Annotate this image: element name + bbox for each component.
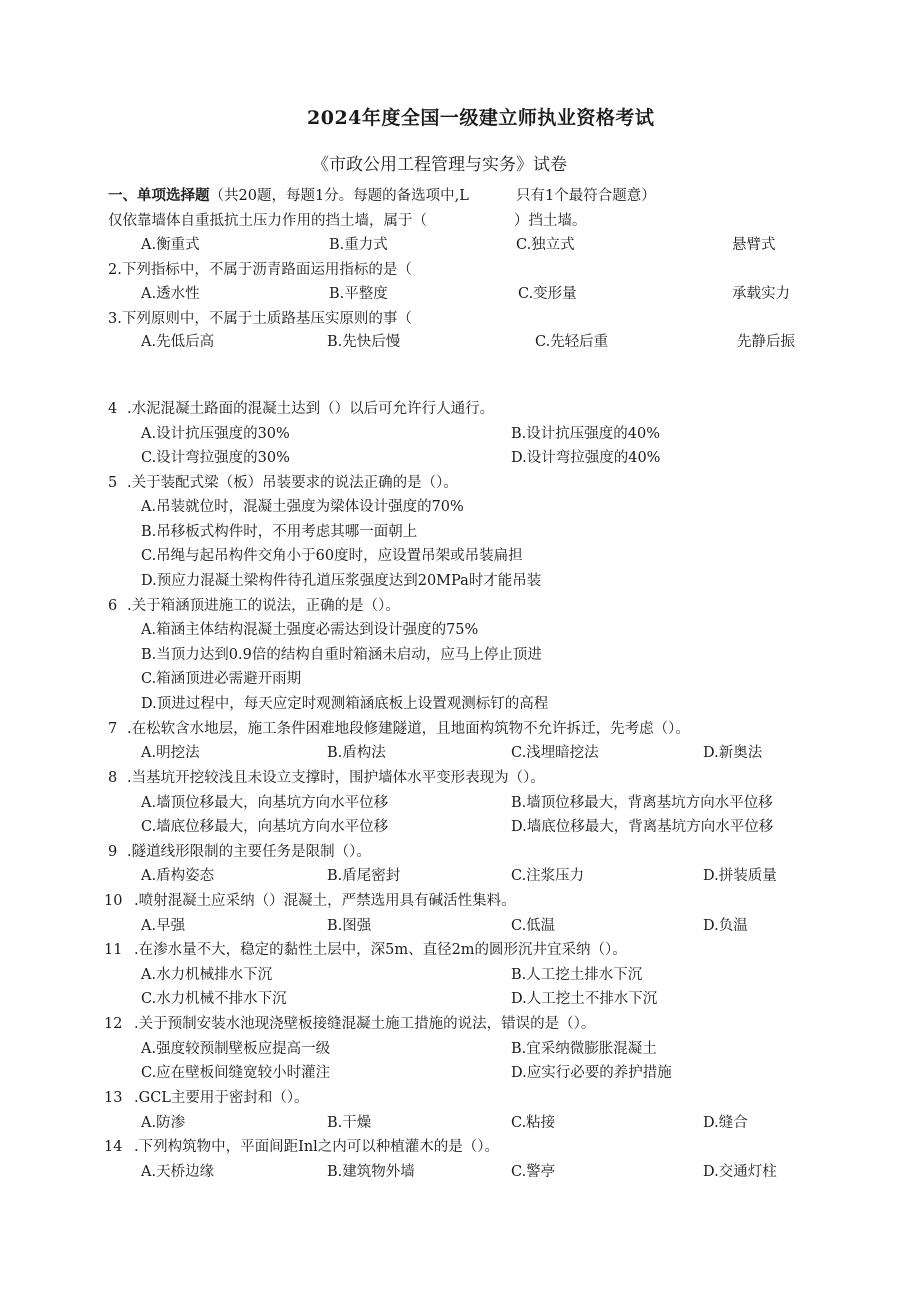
option: B.盾尾密封 (327, 868, 401, 884)
option: B.干燥 (327, 1115, 372, 1131)
option: B.平整度 (329, 286, 388, 302)
option: B.宜采纳微膨胀混凝土 (511, 1041, 657, 1057)
option: C.箱涵顶进必需避开雨期 (141, 671, 302, 687)
question-number: 8 (108, 770, 118, 786)
option: C.浅埋暗挖法 (511, 745, 599, 761)
option: C.吊绳与起吊构件交角小于60度时，应设置吊架或吊装扁担 (141, 548, 523, 564)
option: A.防渗 (141, 1115, 186, 1131)
option: D.墙底位移最大，背离基坑方向水平位移 (511, 819, 774, 835)
option: A.箱涵主体结构混凝土强度必需达到设计强度的75% (141, 622, 479, 638)
section-heading-note-right: 只有1个最符合题意） (516, 188, 656, 204)
option: 承载实力 (732, 286, 790, 302)
question-stem-tail: ）挡土墙。 (514, 213, 587, 229)
option: C.应在壁板间缝宽较小时灌注 (141, 1065, 331, 1081)
option: B.人工挖土排水下沉 (511, 967, 643, 983)
question-stem: 2.下列指标中，不属于沥青路面运用指标的是（ (108, 262, 412, 278)
question-stem: .当基坑开挖较浅且未设立支撑时，围护墙体水平变形表现为（）。 (127, 770, 545, 786)
option: C.警亭 (511, 1164, 556, 1180)
option: A.先低后高 (141, 334, 215, 350)
option: A.早强 (141, 918, 186, 934)
document-subtitle: 《市政公用工程管理与实务》试卷 (312, 155, 567, 175)
question-number: 7 (108, 721, 118, 737)
option: D.应实行必要的养护措施 (511, 1065, 672, 1081)
option: D.缝合 (703, 1115, 748, 1131)
option: C.墙底位移最大，向基坑方向水平位移 (141, 819, 389, 835)
option: A.设计抗压强度的30% (141, 426, 290, 442)
option: C.设计弯拉强度的30% (141, 450, 290, 466)
question-number: 12 (104, 1016, 123, 1032)
option: A.衡重式 (141, 237, 200, 253)
option: C.水力机械不排水下沉 (141, 991, 287, 1007)
option: D.交通灯柱 (703, 1164, 777, 1180)
option: A.天桥边缘 (141, 1164, 215, 1180)
question-number: 9 (108, 844, 118, 860)
option: D.人工挖土不排水下沉 (511, 991, 658, 1007)
section-heading-note: （共20题，每题1分。每题的备选项中,L (209, 188, 469, 204)
question-stem: .隧道线形限制的主要任务是限制（）。 (127, 844, 371, 860)
question-stem: 3.下列原则中，不属于土质路基压实原则的事（ (108, 311, 412, 327)
option: D.预应力混凝土梁构件待孔道压浆强度达到20MPa时才能吊装 (141, 573, 542, 589)
question-stem: .GCL主要用于密封和（）。 (134, 1090, 309, 1106)
option: D.拼装质量 (703, 868, 777, 884)
question-number: 5 (108, 475, 118, 491)
option: B.图强 (327, 918, 372, 934)
option: C.变形量 (518, 286, 577, 302)
option: A.水力机械排水下沉 (141, 967, 273, 983)
question-stem: .在松软含水地层，施工条件困难地段修建隧道，且地面构筑物不允许拆迁，先考虑（）。 (127, 721, 690, 737)
section-heading-label: 一、单项选择题 (108, 187, 210, 204)
option: B.当顶力达到0.9倍的结构自重时箱涵未启动，应马上停止顶进 (141, 647, 542, 663)
option: 先静后振 (737, 334, 795, 350)
option: 悬臂式 (732, 237, 776, 253)
question-stem: .喷射混凝土应采纳（）混凝土，严禁选用具有碱活性集料。 (134, 893, 516, 909)
option: C.注浆压力 (511, 868, 585, 884)
option: B.建筑物外墙 (327, 1164, 415, 1180)
option: B.设计抗压强度的40% (511, 426, 660, 442)
option: A.盾构姿态 (141, 868, 215, 884)
question-number: 10 (104, 893, 123, 909)
option: D.设计弯拉强度的40% (511, 450, 661, 466)
option: A.强度较预制壁板应提高一级 (141, 1041, 331, 1057)
question-stem: .关于装配式梁（板）吊装要求的说法正确的是（）。 (127, 475, 458, 491)
option: C.先轻后重 (535, 334, 609, 350)
question-number: 13 (104, 1090, 123, 1106)
question-number: 11 (104, 942, 123, 958)
option: A.透水性 (141, 286, 200, 302)
document-title: 2024年度全国一级建立师执业资格考试 (307, 107, 655, 129)
question-number: 6 (108, 598, 118, 614)
option: C.独立式 (516, 237, 575, 253)
option: D.顶进过程中，每天应定时观测箱涵底板上设置观测标钉的高程 (141, 696, 549, 712)
question-stem: .水泥混凝土路面的混凝土达到（）以后可允许行人通行。 (127, 401, 495, 417)
question-number: 4 (108, 401, 118, 417)
option: A.墙顶位移最大，向基坑方向水平位移 (141, 795, 389, 811)
section-heading (108, 187, 469, 205)
question-stem: 仅依靠墙体自重抵抗土压力作用的挡土墙，属于（ (108, 213, 427, 229)
question-stem: .下列构筑物中，平面间距Inl之内可以种植灌木的是（）。 (134, 1139, 500, 1155)
option: B.重力式 (329, 237, 388, 253)
option: B.吊移板式构件时，不用考虑其哪一面朝上 (141, 524, 418, 540)
option: A.明挖法 (141, 745, 200, 761)
option: A.吊装就位时，混凝土强度为梁体设计强度的70% (141, 499, 464, 515)
question-stem: .关于箱涵顶进施工的说法，正确的是（）。 (127, 598, 400, 614)
option: B.先快后慢 (327, 334, 401, 350)
option: B.盾构法 (327, 745, 386, 761)
option: B.墙顶位移最大，背离基坑方向水平位移 (511, 795, 773, 811)
option: D.负温 (703, 918, 748, 934)
question-stem: .在渗水量不大，稳定的黏性土层中，深5m、直径2m的圆形沉井宜采纳（）。 (134, 942, 627, 958)
question-stem: .关于预制安装水池现浇壁板接缝混凝土施工措施的说法，错误的是（）。 (134, 1016, 596, 1032)
option: C.低温 (511, 918, 556, 934)
option: D.新奥法 (703, 745, 763, 761)
option: C.粘接 (511, 1115, 556, 1131)
question-number: 14 (104, 1139, 123, 1155)
